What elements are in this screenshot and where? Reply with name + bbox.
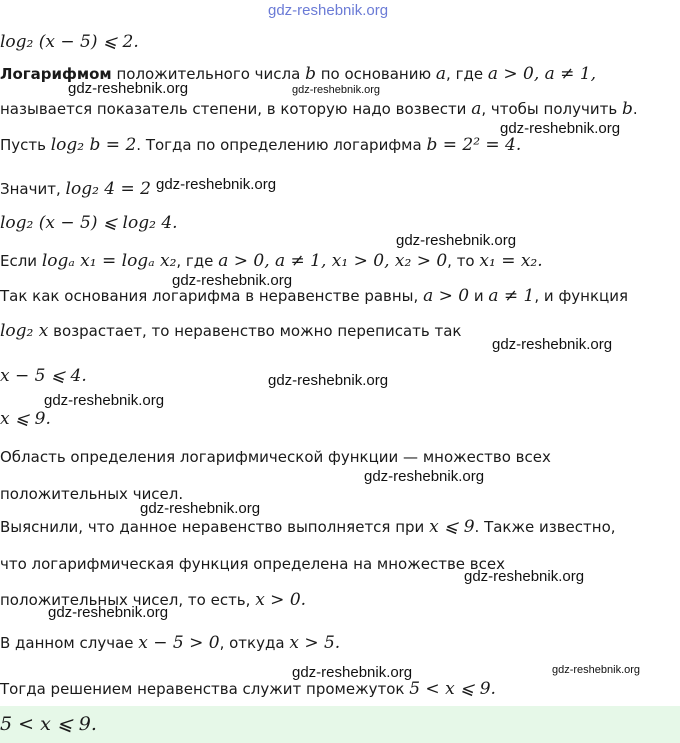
watermark: gdz-reshebnik.org xyxy=(172,272,293,289)
watermark: gdz-reshebnik.org xyxy=(396,232,517,249)
bases-line-2: log₂ x возрастает, то неравенство можно переписать так xyxy=(0,321,462,341)
found-line: Выяснили, что данное неравенство выполняется при x ⩽ 9. Также известно, xyxy=(0,517,616,537)
answer-box xyxy=(0,706,680,743)
watermark: gdz-reshebnik.org xyxy=(364,468,485,485)
let-line: Пусть log₂ b = 2. Тогда по определению логарифма b = 2² = 4. xyxy=(0,135,522,155)
watermark: gdz-reshebnik.org xyxy=(48,604,169,621)
function-line-2: положительных чисел, то есть, x > 0. xyxy=(0,590,307,610)
watermark: gdz-reshebnik.org xyxy=(552,664,641,676)
therefore-line: Значит, log₂ 4 = 2 xyxy=(0,179,151,199)
formula-line: x ⩽ 9. xyxy=(0,409,51,429)
watermark: gdz-reshebnik.org xyxy=(500,120,621,137)
solution-line: Тогда решением неравенства служит промежуток 5 < x ⩽ 9. xyxy=(0,679,496,699)
formula-line: log₂ (x − 5) ⩽ 2. xyxy=(0,32,139,52)
watermark: gdz-reshebnik.org xyxy=(156,176,277,193)
watermark: gdz-reshebnik.org xyxy=(68,80,189,97)
watermark: gdz-reshebnik.org xyxy=(140,500,261,517)
function-line-1: что логарифмическая функция определена на множестве всех xyxy=(0,555,505,573)
formula-line: x − 5 ⩽ 4. xyxy=(0,366,87,386)
if-line: Если logₐ x₁ = logₐ x₂, где a > 0, a ≠ 1, x₁ > 0, x₂ > 0, то x₁ = x₂. xyxy=(0,251,543,271)
answer-formula: 5 < x ⩽ 9. xyxy=(0,713,97,735)
watermark: gdz-reshebnik.org xyxy=(492,336,613,353)
watermark: gdz-reshebnik.org xyxy=(292,84,381,96)
watermark: gdz-reshebnik.org xyxy=(268,372,389,389)
definition-line-1: Логарифмом положительного числа b по основанию a, где a > 0, a ≠ 1, xyxy=(0,64,597,84)
bases-line-1: Так как основания логарифма в неравенстве равны, a > 0 и a ≠ 1, и функция xyxy=(0,286,628,306)
formula-line: log₂ (x − 5) ⩽ log₂ 4. xyxy=(0,213,178,233)
watermark: gdz-reshebnik.org xyxy=(464,568,585,585)
domain-line-2: положительных чисел. xyxy=(0,485,184,503)
watermark: gdz-reshebnik.org xyxy=(268,2,389,19)
definition-term: Логарифмом xyxy=(0,65,112,83)
definition-line-2: называется показатель степени, в которую надо возвести a, чтобы получить b. xyxy=(0,99,638,119)
watermark: gdz-reshebnik.org xyxy=(292,664,413,681)
domain-line-1: Область определения логарифмической функции — множество всех xyxy=(0,448,551,466)
case-line: В данном случае x − 5 > 0, откуда x > 5. xyxy=(0,633,341,653)
watermark: gdz-reshebnik.org xyxy=(44,392,165,409)
